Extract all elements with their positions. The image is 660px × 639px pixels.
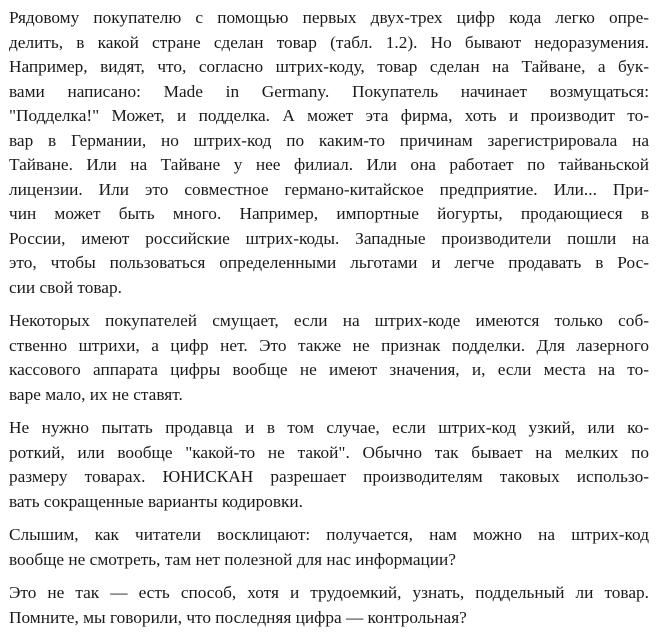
paragraph-short-codes: [9, 416, 649, 514]
text-line: кассового аппарата цифры вообще не имеют значения, и, если места на то-: [9, 360, 649, 379]
text-line: ственно штрихи, а цифр нет. Это также не признак подделки. Для лазерного: [9, 335, 649, 355]
text-line: варе мало, их не ставят.: [9, 384, 183, 404]
text-line: чин может быть много. Например, импортные йогурты, продающиеся в: [9, 204, 649, 223]
paragraph-readers-question: [9, 523, 649, 572]
text-line: вар в Германии, но штрих-код по каким-то причинам зарегистрировала на: [9, 130, 649, 150]
text-line: вать сокращенные варианты кодировки.: [9, 491, 303, 511]
text-line: вообще не смотреть, там нет полезной для нас информации?: [9, 549, 456, 569]
text-line: Рядовому покупателю с помощью первых двух-трех цифр кода легко опре-: [9, 8, 649, 27]
text-line: Некоторых покупателей смущает, если на штрих-коде имеются только соб-: [9, 311, 649, 330]
text-line: Слышим, как читатели восклицают: получается, нам можно на штрих-код: [9, 525, 649, 544]
text-line: Тайване. Или на Тайване у нее филиал. Или она работает по тайваньской: [9, 155, 649, 174]
text-line: "Подделка!" Может, и подделка. А может эта фирма, хоть и производит то-: [9, 106, 649, 125]
paragraph-no-digits: [9, 309, 649, 407]
paragraph-country-codes: [9, 6, 649, 300]
text-line: это, чтобы пользоваться определенными льготами и легче продавать в Рос-: [9, 253, 649, 272]
text-line: Например, видят, что, согласно штрих-коду, товар сделан на Тайване, а бук-: [9, 57, 649, 76]
text-line: России, имеют российские штрих-коды. Западные производители пошли на: [9, 228, 649, 248]
text-line: лицензии. Или это совместное германо-китайское предприятие. Или... При-: [9, 179, 649, 199]
text-line: Помните, мы говорили, что последняя цифра — контрольная?: [9, 607, 467, 627]
paragraph-check-digit: [9, 581, 649, 630]
document-page: [9, 6, 649, 639]
text-line: размеру товарах. ЮНИСКАН разрешает производителям таковых использо-: [9, 467, 649, 486]
text-line: вами написано: Made in Germany. Покупатель начинает возмущаться:: [9, 81, 649, 101]
text-line: Это не так — есть способ, хотя и трудоемкий, узнать, поддельный ли товар.: [9, 583, 649, 602]
text-line: делить, в какой стране сделан товар (табл. 1.2). Но бывают недоразумения.: [9, 32, 649, 52]
text-line: Не нужно пытать продавца и в том случае, если штрих-код узкий, или ко-: [9, 418, 649, 437]
text-line: сии свой товар.: [9, 277, 122, 297]
text-line: роткий, или вообще "какой-то не такой". Обычно так бывает на мелких по: [9, 442, 649, 462]
